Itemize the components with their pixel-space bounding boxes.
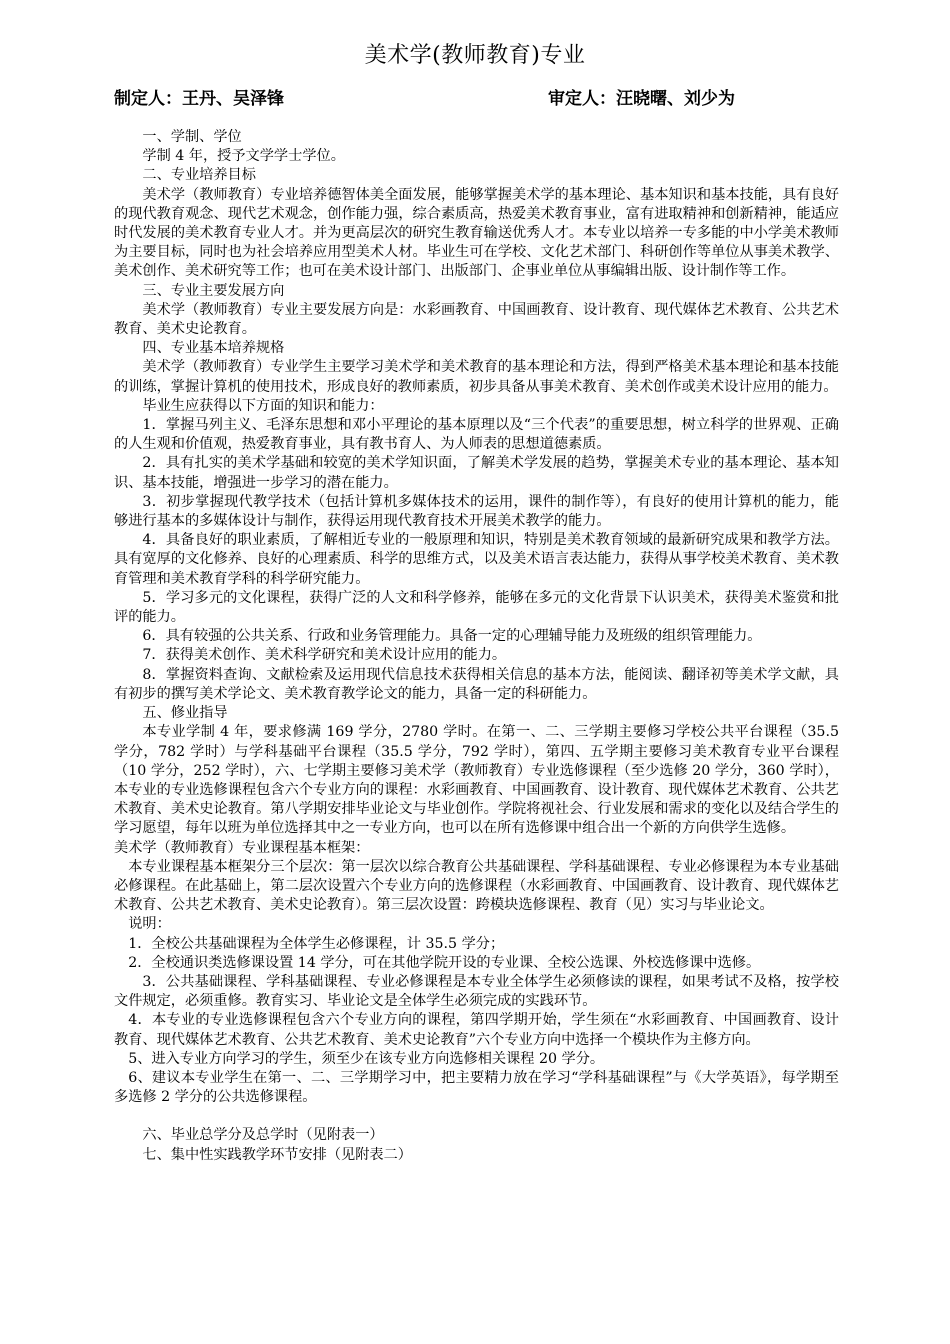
note-item: 4．本专业的专业选修课程包含六个专业方向的课程，第四学期开始，学生须在“水彩画教育、中国画教育、设计教育、现代媒体艺术教育、公共艺术教育、美术史论教育”六个专业方向中选择一个模块作为主修方向。 [114,1012,839,1048]
section-heading-1: 一、学制、学位 [142,129,242,145]
list-item: 6．具有较强的公共关系、行政和业务管理能力。具备一定的心理辅导能力及班级的组织管理能力。 [142,628,762,645]
section-heading-3: 三、专业主要发展方向 [142,282,285,299]
list-item: 7．获得美术创作、美术科学研究和美术设计应用的能力。 [142,647,507,664]
list-item: 4．具备良好的职业素质，了解相近专业的一般原理和知识，特别是美术教育领域的最新研究成果和教学方法。具有宽厚的文化修养、良好的心理素质、科学的思维方式，以及美术语言表达能力，获得从事学校美术教育、美术教育管理和美术教育学科的科学研究能力。 [114,532,839,587]
list-item: 1．掌握马列主义、毛泽东思想和邓小平理论的基本原理以及“三个代表”的重要思想，树立科学的世界观、正确的人生观和价值观，热爱教育事业，具有教书育人、为人师表的思想道德素质。 [114,417,839,453]
list-item: 8．掌握资料查询、文献检索及运用现代信息技术获得相关信息的基本方法，能阅读、翻译初等美术学文献，具有初步的撰写美术学论文、美术教育教学论文的能力，具备一定的科研能力。 [114,666,839,702]
paragraph: 美术学（教师教育）专业学生主要学习美术学和美术教育的基本理论和方法，得到严格美术基本理论和基本技能的训练，掌握计算机的使用技术，形成良好的教师素质，初步具备从事美术教育、美术创作或美术设计应用的能力。 [114,359,839,395]
section-heading-5: 五、修业指导 [142,705,228,722]
paragraph: 本专业课程基本框架分三个层次：第一层次以综合教育公共基础课程、学科基础课程、专业必修课程为本专业基础必修课程。在此基础上，第二层次设置六个专业方向的选修课程（水彩画教育、中国画教育、设计教育、现代媒体艺术教育、公共艺术教育、美术史论教育）。第三层次设置：跨模块选修课程、教育（见）实习与毕业论文。 [114,858,839,914]
paragraph: 学制 4 年，授予文学学士学位。 [142,148,345,165]
list-item: 2．具有扎实的美术学基础和较宽的美术学知识面，了解美术学发展的趋势，掌握美术专业的基本理论、基本知识、基本技能，增强进一步学习的潜在能力。 [114,455,839,491]
note-item: 3．公共基础课程、学科基础课程、专业必修课程是本专业全体学生必须修读的课程，如果考试不及格，按学校文件规定，必须重修。教育实习、毕业论文是全体学生必须完成的实践环节。 [114,973,839,1010]
note-label: 说明： [128,916,171,933]
paragraph: 本专业学制 4 年，要求修满 169 学分，2780 学时。在第一、二、三学期主要修习学校公共平台课程（35.5 学分，782 学时）与学科基础平台课程（35.5 学分，792 学时），第四、五学期主要修习美术教育专业平台课程（10 学分，252 学时），六、七学期主要修习美术学（教师教育）专业选修课程（至少选修 20 学分，360 学时），本专业的专业选修课程包含六个专业方向的课程：水彩画教育、中国画教育、设计教育、现代媒体艺术教育、公共艺术教育、美术史论教育。第八学期安排毕业论文与毕业创作。学院将视社会、行业发展和需求的变化以及结合学生的学习愿望，每年以班为单位选择其中之一专业方向，也可以在所有选修课中组合出一个新的方向供学生选修。 [114,724,839,837]
document-body [114,128,839,1165]
note-item: 1．全校公共基础课程为全体学生必修课程，计 35.5 学分； [128,935,505,952]
section-heading-2: 二、专业培养目标 [142,167,256,184]
paragraph: 美术学（教师教育）专业主要发展方向是：水彩画教育、中国画教育、设计教育、现代媒体艺术教育、公共艺术教育、美术史论教育。 [114,301,839,338]
creator-line: 制定人：王丹、吴泽锋 [114,89,284,109]
section-heading-4: 四、专业基本培养规格 [142,340,285,357]
spacer [114,1107,839,1126]
list-item: 3．初步掌握现代教学技术（包括计算机多媒体技术的运用，课件的制作等），有良好的使用计算机的能力，能够进行基本的多媒体设计与制作，获得运用现代教育技术开展美术教学的能力。 [114,493,839,530]
note-item: 2．全校通识类选修课设置 14 学分，可在其他学院开设的专业课、全校公选课、外校选修课中选修。 [128,954,761,971]
list-item: 5．学习多元的文化课程，获得广泛的人文和科学修养，能够在多元的文化背景下认识美术，获得美术鉴赏和批评的能力。 [114,589,839,626]
reviewer-line: 审定人：汪晓曙、刘少为 [548,89,735,109]
section-heading-6: 六、毕业总学分及总学时（见附表一） [142,1127,384,1144]
paragraph: 美术学（教师教育）专业培养德智体美全面发展，能够掌握美术学的基本理论、基本知识和基本技能，具有良好的现代教育观念、现代艺术观念，创作能力强，综合素质高，热爱美术教育事业，富有进取精神和创新精神，能适应时代发展的美术教育专业人才。并为更高层次的研究生教育输送优秀人才。本专业以培养一专多能的中小学美术教师为主要目标，同时也为社会培养应用型美术人材。毕业生可在学校、文化艺术部门、科研创作等单位从事美术教学、美术创作、美术研究等工作；也可在美术设计部门、出版部门、企事业单位从事编辑出版、设计制作等工作。 [114,186,839,280]
paragraph: 美术学（教师教育）专业课程基本框架： [114,839,370,856]
page-title: 美术学(教师教育)专业 [364,43,586,68]
note-item: 6、建议本专业学生在第一、二、三学期学习中，把主要精力放在学习“学科基础课程”与《大学英语》，每学期至多选修 2 学分的公共选修课程。 [114,1069,839,1106]
paragraph: 毕业生应获得以下方面的知识和能力： [142,397,384,414]
section-heading-7: 七、集中性实践教学环节安排（见附表二） [142,1146,412,1163]
note-item: 5、进入专业方向学习的学生，须至少在该专业方向选修相关课程 20 学分。 [128,1050,605,1067]
